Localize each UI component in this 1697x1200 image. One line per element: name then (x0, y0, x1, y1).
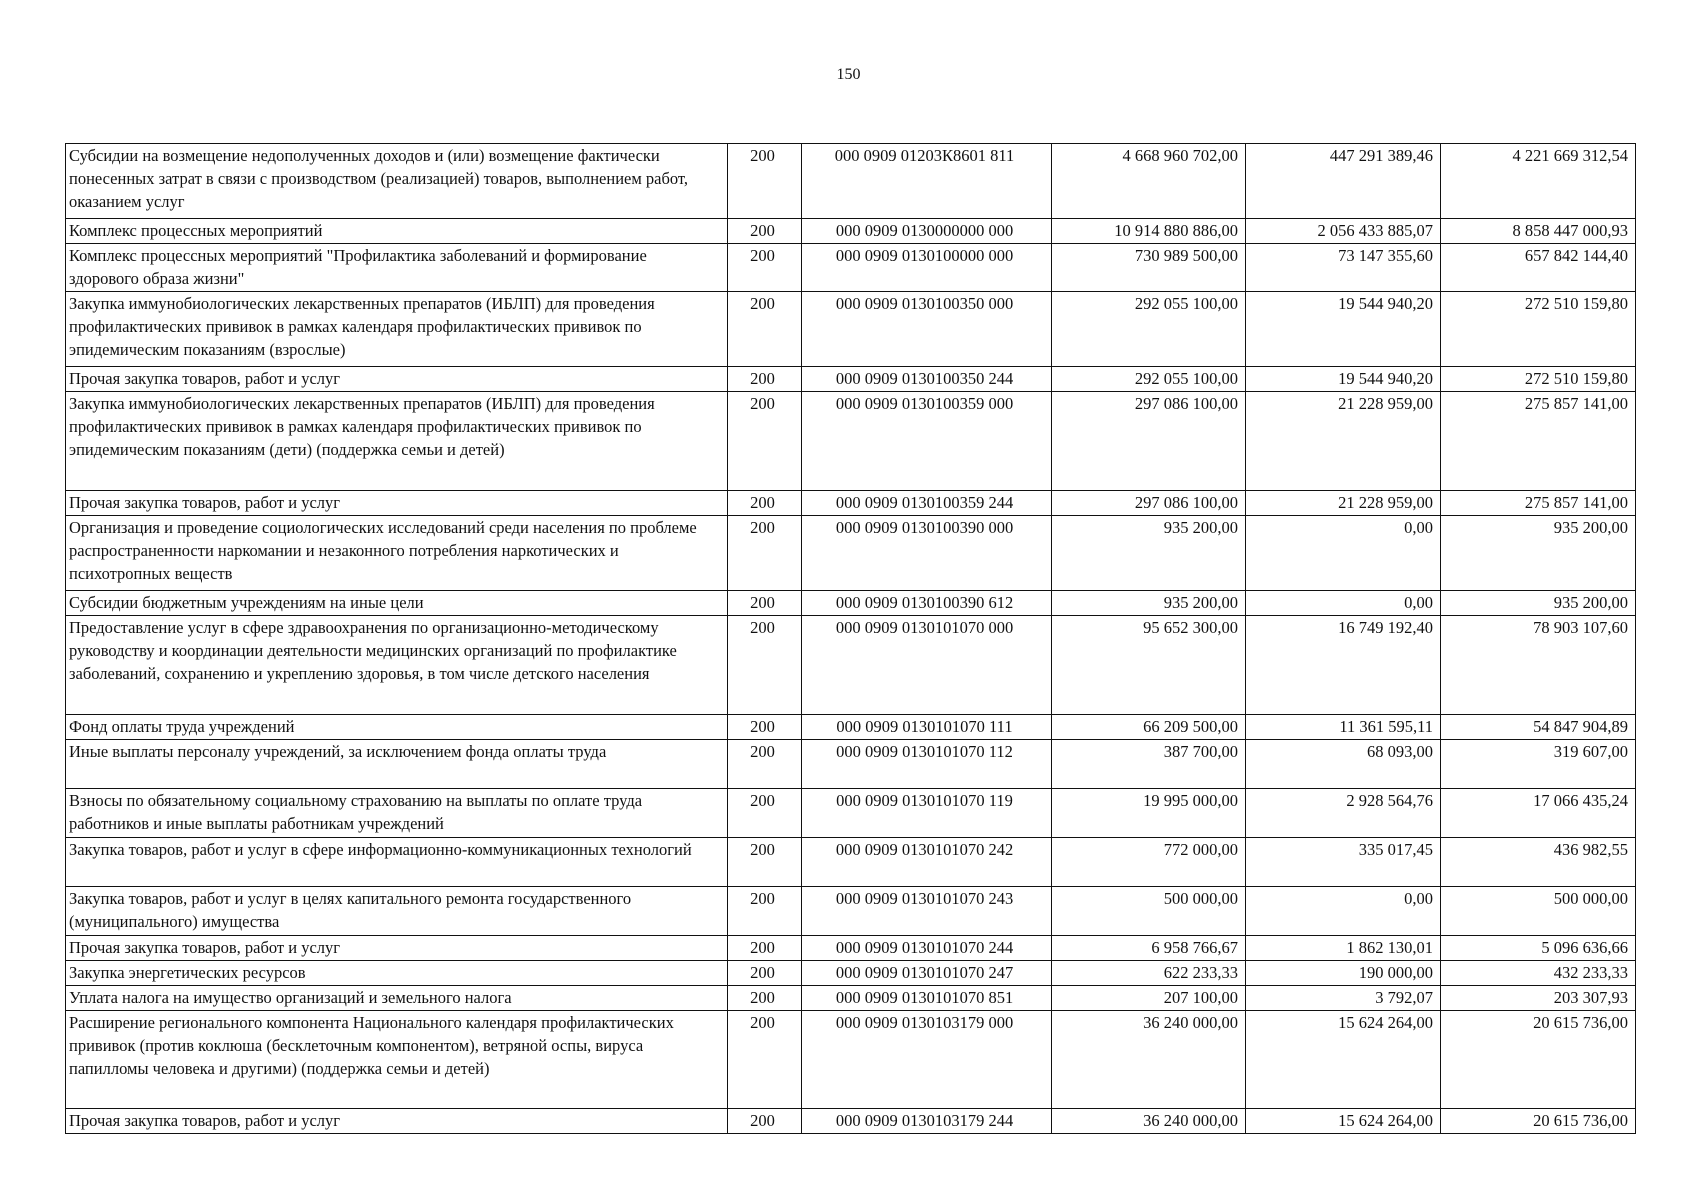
name-cell: Закупка иммунобиологических лекарственных препаратов (ИБЛП) для проведения профилактических прививок в рамках календаря профилактических прививок по эпидемическим показаниям (дети) (поддержка семьи и детей) (66, 392, 728, 491)
classification-code-cell: 000 0909 0130100390 000 (802, 516, 1052, 591)
unexecuted-amount-cell: 54 847 904,89 (1441, 715, 1636, 740)
line-code-cell: 200 (728, 838, 802, 887)
executed-amount-cell: 190 000,00 (1246, 961, 1441, 986)
name-cell: Фонд оплаты труда учреждений (66, 715, 728, 740)
executed-amount-cell: 16 749 192,40 (1246, 616, 1441, 715)
line-code-cell: 200 (728, 887, 802, 936)
executed-amount-cell: 15 624 264,00 (1246, 1109, 1441, 1134)
table-row (66, 986, 1636, 1011)
approved-amount-cell: 292 055 100,00 (1052, 292, 1246, 367)
classification-code-cell: 000 0909 0130100350 244 (802, 367, 1052, 392)
approved-amount-cell: 730 989 500,00 (1052, 244, 1246, 292)
line-code-cell: 200 (728, 244, 802, 292)
line-code-cell: 200 (728, 936, 802, 961)
executed-amount-cell: 0,00 (1246, 516, 1441, 591)
classification-code-cell: 000 0909 0130103179 244 (802, 1109, 1052, 1134)
approved-amount-cell: 935 200,00 (1052, 516, 1246, 591)
unexecuted-amount-cell: 20 615 736,00 (1441, 1109, 1636, 1134)
name-cell: Субсидии бюджетным учреждениям на иные цели (66, 591, 728, 616)
approved-amount-cell: 387 700,00 (1052, 740, 1246, 789)
line-code-cell: 200 (728, 392, 802, 491)
name-cell: Организация и проведение социологических исследований среди населения по проблеме распространенности наркомании и незаконного потребления наркотических и психотропных веществ (66, 516, 728, 591)
unexecuted-amount-cell: 275 857 141,00 (1441, 491, 1636, 516)
name-cell: Прочая закупка товаров, работ и услуг (66, 936, 728, 961)
unexecuted-amount-cell: 272 510 159,80 (1441, 292, 1636, 367)
table-row (66, 740, 1636, 789)
unexecuted-amount-cell: 17 066 435,24 (1441, 789, 1636, 838)
classification-code-cell: 000 0909 0130103179 000 (802, 1011, 1052, 1109)
name-cell: Прочая закупка товаров, работ и услуг (66, 491, 728, 516)
approved-amount-cell: 500 000,00 (1052, 887, 1246, 936)
unexecuted-amount-cell: 78 903 107,60 (1441, 616, 1636, 715)
classification-code-cell: 000 0909 01203К8601 811 (802, 144, 1052, 219)
line-code-cell: 200 (728, 1109, 802, 1134)
approved-amount-cell: 297 086 100,00 (1052, 392, 1246, 491)
line-code-cell: 200 (728, 144, 802, 219)
name-cell: Закупка энергетических ресурсов (66, 961, 728, 986)
unexecuted-amount-cell: 272 510 159,80 (1441, 367, 1636, 392)
line-code-cell: 200 (728, 516, 802, 591)
table-row (66, 715, 1636, 740)
classification-code-cell: 000 0909 0130100359 000 (802, 392, 1052, 491)
executed-amount-cell: 3 792,07 (1246, 986, 1441, 1011)
name-cell: Комплекс процессных мероприятий "Профилактика заболеваний и формирование здорового образа жизни" (66, 244, 728, 292)
table-row (66, 144, 1636, 219)
line-code-cell: 200 (728, 491, 802, 516)
approved-amount-cell: 292 055 100,00 (1052, 367, 1246, 392)
classification-code-cell: 000 0909 0130101070 119 (802, 789, 1052, 838)
line-code-cell: 200 (728, 740, 802, 789)
executed-amount-cell: 2 928 564,76 (1246, 789, 1441, 838)
classification-code-cell: 000 0909 0130101070 000 (802, 616, 1052, 715)
name-cell: Субсидии на возмещение недополученных доходов и (или) возмещение фактически понесенных затрат в связи с производством (реализацией) товаров, выполнением работ, оказанием услуг (66, 144, 728, 219)
classification-code-cell: 000 0909 0130101070 247 (802, 961, 1052, 986)
classification-code-cell: 000 0909 0130101070 243 (802, 887, 1052, 936)
name-cell: Закупка товаров, работ и услуг в целях капитального ремонта государственного (муниципального) имущества (66, 887, 728, 936)
unexecuted-amount-cell: 20 615 736,00 (1441, 1011, 1636, 1109)
line-code-cell: 200 (728, 292, 802, 367)
table-row (66, 887, 1636, 936)
line-code-cell: 200 (728, 789, 802, 838)
table-row (66, 219, 1636, 244)
approved-amount-cell: 10 914 880 886,00 (1052, 219, 1246, 244)
approved-amount-cell: 36 240 000,00 (1052, 1011, 1246, 1109)
classification-code-cell: 000 0909 0130101070 851 (802, 986, 1052, 1011)
approved-amount-cell: 4 668 960 702,00 (1052, 144, 1246, 219)
approved-amount-cell: 66 209 500,00 (1052, 715, 1246, 740)
line-code-cell: 200 (728, 616, 802, 715)
approved-amount-cell: 19 995 000,00 (1052, 789, 1246, 838)
classification-code-cell: 000 0909 0130000000 000 (802, 219, 1052, 244)
classification-code-cell: 000 0909 0130100359 244 (802, 491, 1052, 516)
table-row (66, 292, 1636, 367)
name-cell: Уплата налога на имущество организаций и земельного налога (66, 986, 728, 1011)
unexecuted-amount-cell: 657 842 144,40 (1441, 244, 1636, 292)
executed-amount-cell: 2 056 433 885,07 (1246, 219, 1441, 244)
unexecuted-amount-cell: 203 307,93 (1441, 986, 1636, 1011)
name-cell: Прочая закупка товаров, работ и услуг (66, 1109, 728, 1134)
table-row (66, 789, 1636, 838)
table-row (66, 961, 1636, 986)
executed-amount-cell: 21 228 959,00 (1246, 392, 1441, 491)
unexecuted-amount-cell: 4 221 669 312,54 (1441, 144, 1636, 219)
approved-amount-cell: 772 000,00 (1052, 838, 1246, 887)
unexecuted-amount-cell: 275 857 141,00 (1441, 392, 1636, 491)
executed-amount-cell: 335 017,45 (1246, 838, 1441, 887)
unexecuted-amount-cell: 432 233,33 (1441, 961, 1636, 986)
executed-amount-cell: 68 093,00 (1246, 740, 1441, 789)
name-cell: Иные выплаты персоналу учреждений, за исключением фонда оплаты труда (66, 740, 728, 789)
executed-amount-cell: 0,00 (1246, 887, 1441, 936)
unexecuted-amount-cell: 8 858 447 000,93 (1441, 219, 1636, 244)
page-number: 150 (836, 66, 861, 83)
name-cell: Взносы по обязательному социальному страхованию на выплаты по оплате труда работников и иные выплаты работникам учреждений (66, 789, 728, 838)
approved-amount-cell: 95 652 300,00 (1052, 616, 1246, 715)
table-row (66, 491, 1636, 516)
executed-amount-cell: 15 624 264,00 (1246, 1011, 1441, 1109)
executed-amount-cell: 0,00 (1246, 591, 1441, 616)
line-code-cell: 200 (728, 986, 802, 1011)
name-cell: Закупка товаров, работ и услуг в сфере информационно-коммуникационных технологий (66, 838, 728, 887)
table-row (66, 1011, 1636, 1109)
budget-execution-table (65, 143, 1636, 1134)
approved-amount-cell: 36 240 000,00 (1052, 1109, 1246, 1134)
line-code-cell: 200 (728, 219, 802, 244)
classification-code-cell: 000 0909 0130101070 244 (802, 936, 1052, 961)
approved-amount-cell: 935 200,00 (1052, 591, 1246, 616)
table-row (66, 838, 1636, 887)
table-row (66, 936, 1636, 961)
line-code-cell: 200 (728, 961, 802, 986)
classification-code-cell: 000 0909 0130100350 000 (802, 292, 1052, 367)
executed-amount-cell: 11 361 595,11 (1246, 715, 1441, 740)
executed-amount-cell: 73 147 355,60 (1246, 244, 1441, 292)
name-cell: Комплекс процессных мероприятий (66, 219, 728, 244)
table-row (66, 367, 1636, 392)
name-cell: Расширение регионального компонента Национального календаря профилактических прививок (против коклюша (бесклеточным компонентом), ветряной оспы, вируса папилломы человека и другими) (поддержка семьи и детей) (66, 1011, 728, 1109)
table-row (66, 392, 1636, 491)
name-cell: Прочая закупка товаров, работ и услуг (66, 367, 728, 392)
table-row (66, 616, 1636, 715)
executed-amount-cell: 19 544 940,20 (1246, 367, 1441, 392)
approved-amount-cell: 6 958 766,67 (1052, 936, 1246, 961)
executed-amount-cell: 447 291 389,46 (1246, 144, 1441, 219)
line-code-cell: 200 (728, 1011, 802, 1109)
table-row (66, 591, 1636, 616)
executed-amount-cell: 19 544 940,20 (1246, 292, 1441, 367)
name-cell: Предоставление услуг в сфере здравоохранения по организационно-методическому руководству и координации деятельности медицинских организаций по профилактике заболеваний, сохранению и укреплению здоровья, в том числе детского населения (66, 616, 728, 715)
unexecuted-amount-cell: 436 982,55 (1441, 838, 1636, 887)
classification-code-cell: 000 0909 0130100390 612 (802, 591, 1052, 616)
line-code-cell: 200 (728, 715, 802, 740)
unexecuted-amount-cell: 500 000,00 (1441, 887, 1636, 936)
unexecuted-amount-cell: 935 200,00 (1441, 516, 1636, 591)
table-row (66, 244, 1636, 292)
table-row (66, 516, 1636, 591)
classification-code-cell: 000 0909 0130101070 112 (802, 740, 1052, 789)
table-body (66, 144, 1636, 1134)
classification-code-cell: 000 0909 0130100000 000 (802, 244, 1052, 292)
executed-amount-cell: 21 228 959,00 (1246, 491, 1441, 516)
table-row (66, 1109, 1636, 1134)
executed-amount-cell: 1 862 130,01 (1246, 936, 1441, 961)
line-code-cell: 200 (728, 591, 802, 616)
approved-amount-cell: 207 100,00 (1052, 986, 1246, 1011)
unexecuted-amount-cell: 5 096 636,66 (1441, 936, 1636, 961)
unexecuted-amount-cell: 319 607,00 (1441, 740, 1636, 789)
name-cell: Закупка иммунобиологических лекарственных препаратов (ИБЛП) для проведения профилактических прививок в рамках календаря профилактических прививок по эпидемическим показаниям (взрослые) (66, 292, 728, 367)
approved-amount-cell: 297 086 100,00 (1052, 491, 1246, 516)
unexecuted-amount-cell: 935 200,00 (1441, 591, 1636, 616)
classification-code-cell: 000 0909 0130101070 242 (802, 838, 1052, 887)
line-code-cell: 200 (728, 367, 802, 392)
classification-code-cell: 000 0909 0130101070 111 (802, 715, 1052, 740)
approved-amount-cell: 622 233,33 (1052, 961, 1246, 986)
